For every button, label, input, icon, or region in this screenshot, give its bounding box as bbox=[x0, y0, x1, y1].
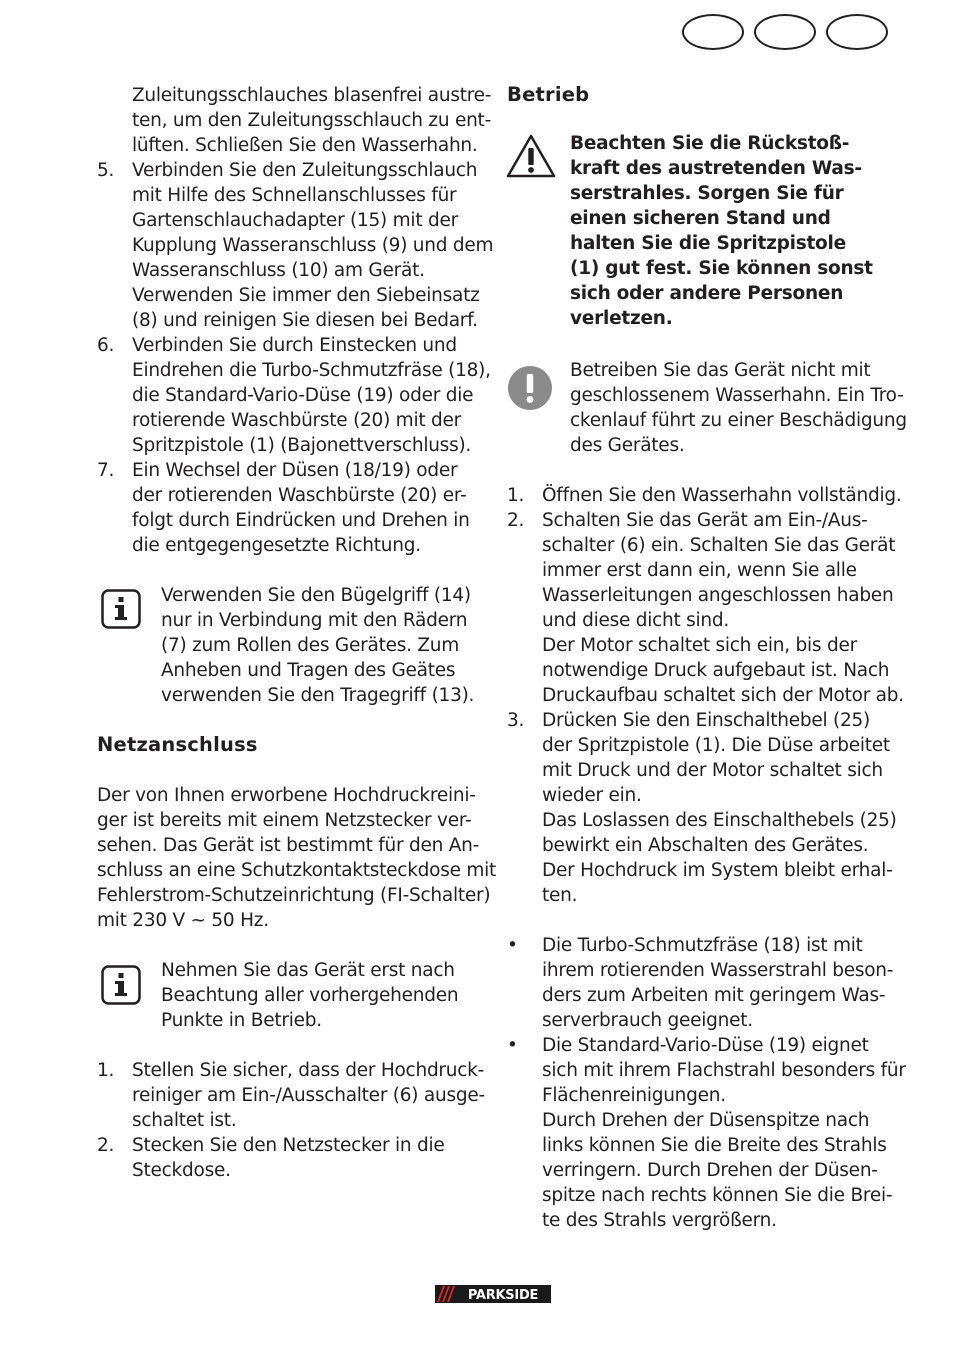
text-line: ten, um den Zuleitungsschlauch zu ent- bbox=[132, 110, 491, 131]
text-line: Durch Drehen der Düsenspitze nach bbox=[542, 1110, 870, 1131]
info-note-start bbox=[161, 958, 481, 1033]
text-line: Der von Ihnen erworbene Hochdruckreini- bbox=[97, 785, 476, 806]
list-item bbox=[507, 483, 902, 508]
text-line: reiniger am Ein-/Ausschalter (6) ausge- bbox=[132, 1085, 485, 1106]
text-line: schalter (6) ein. Schalten Sie das Gerät bbox=[542, 535, 896, 556]
text-line: nur in Verbindung mit den Rädern bbox=[161, 610, 468, 631]
list-item bbox=[507, 508, 902, 708]
info-note-handle bbox=[161, 583, 481, 708]
text-line: Beachtung aller vorhergehenden bbox=[161, 985, 459, 1006]
text-line: sich mit ihrem Flachstrahl besonders für bbox=[542, 1060, 906, 1081]
text-line: ckenlauf führt zu einer Beschädigung bbox=[570, 410, 907, 431]
text-line: Das Loslassen des Einschalthebels (25) bbox=[542, 810, 897, 831]
list-number: 1. bbox=[507, 485, 525, 506]
step-list-power bbox=[97, 1058, 487, 1183]
text-line: Fehlerstrom-Schutzeinrichtung (FI-Schalter) bbox=[97, 885, 491, 906]
nozzle-bullet-list bbox=[507, 933, 906, 1233]
text-line: ihrem rotierenden Wasserstrahl beson- bbox=[542, 960, 894, 981]
text-line: Betreiben Sie das Gerät nicht mit bbox=[570, 360, 871, 381]
text-line: mit Druck und der Motor schaltet sich bbox=[542, 760, 883, 781]
text-line: immer erst dann ein, wenn Sie alle bbox=[542, 560, 857, 581]
text-line: Drücken Sie den Einschalthebel (25) bbox=[542, 710, 870, 731]
text-line: Druckaufbau schaltet sich der Motor ab. bbox=[542, 685, 904, 706]
list-number: 6. bbox=[97, 335, 115, 356]
text-line: lüften. Schließen Sie den Wasserhahn. bbox=[132, 135, 478, 156]
text-line: schaltet ist. bbox=[132, 1110, 237, 1131]
info-icon bbox=[101, 965, 141, 1005]
list-item bbox=[507, 708, 902, 908]
text-line: verringern. Durch Drehen der Düsen- bbox=[542, 1160, 878, 1181]
text-line: Verwenden Sie immer den Siebeinsatz bbox=[132, 285, 480, 306]
list-number: 3. bbox=[507, 710, 525, 731]
text-line: ger ist bereits mit einem Netzstecker ver- bbox=[97, 810, 472, 831]
text-line: (1) gut fest. Sie können sonst bbox=[570, 258, 873, 279]
language-oval-3 bbox=[826, 14, 888, 50]
section-heading-netzanschluss: Netzanschluss bbox=[97, 733, 258, 756]
text-line: kraft des austretenden Was- bbox=[570, 158, 862, 179]
text-line: die entgegengesetzte Richtung. bbox=[132, 535, 421, 556]
attention-circle-icon bbox=[507, 365, 553, 411]
text-line: Eindrehen die Turbo-Schmutzfräse (18), bbox=[132, 360, 491, 381]
text-line: Verbinden Sie durch Einstecken und bbox=[132, 335, 457, 356]
text-line: verwenden Sie den Tragegriff (13). bbox=[161, 685, 475, 706]
bullet-mark: • bbox=[507, 1035, 518, 1056]
attention-note bbox=[570, 358, 907, 458]
text-line: Zuleitungsschlauches blasenfrei austre- bbox=[132, 85, 492, 106]
logo-text: PARKSIDE bbox=[467, 1288, 539, 1303]
text-line: verletzen. bbox=[570, 308, 673, 329]
list-number: 1. bbox=[97, 1060, 115, 1081]
parkside-logo bbox=[435, 1285, 551, 1303]
text-line: Wasseranschluss (10) am Gerät. bbox=[132, 260, 425, 281]
text-line: Nehmen Sie das Gerät erst nach bbox=[161, 960, 455, 981]
text-line: spitze nach rechts können Sie die Brei- bbox=[542, 1185, 893, 1206]
text-line: und diese dicht sind. bbox=[542, 610, 730, 631]
list-number: 5. bbox=[97, 160, 115, 181]
text-line: Gartenschlauchadapter (15) mit der bbox=[132, 210, 458, 231]
text-line: mit 230 V ~ 50 Hz. bbox=[97, 910, 269, 931]
text-line: ders zum Arbeiten mit geringem Was- bbox=[542, 985, 886, 1006]
text-line: Der Motor schaltet sich ein, bis der bbox=[542, 635, 857, 656]
text-line: sehen. Das Gerät ist bestimmt für den An- bbox=[97, 835, 480, 856]
bullet-mark: • bbox=[507, 935, 518, 956]
language-oval-1 bbox=[682, 14, 744, 50]
text-line: Schalten Sie das Gerät am Ein-/Aus- bbox=[542, 510, 868, 531]
text-line: te des Strahls vergrößern. bbox=[542, 1210, 777, 1231]
text-line: Steckdose. bbox=[132, 1160, 231, 1181]
list-number: 2. bbox=[507, 510, 525, 531]
text-line: serstrahles. Sorgen Sie für bbox=[570, 183, 844, 204]
text-line: einen sicheren Stand und bbox=[570, 208, 831, 229]
text-line: der rotierenden Waschbürste (20) er- bbox=[132, 485, 467, 506]
list-number: 7. bbox=[97, 460, 115, 481]
language-oval-2 bbox=[754, 14, 816, 50]
text-line: mit Hilfe des Schnellanschlusses für bbox=[132, 185, 457, 206]
text-line: (8) und reinigen Sie diesen bei Bedarf. bbox=[132, 310, 478, 331]
list-item bbox=[97, 1133, 487, 1183]
list-item bbox=[507, 1033, 906, 1233]
text-line: ten. bbox=[542, 885, 578, 906]
text-line: Beachten Sie die Rückstoß- bbox=[570, 133, 850, 154]
text-line: wieder ein. bbox=[542, 785, 642, 806]
text-line: (7) zum Rollen des Gerätes. Zum bbox=[161, 635, 460, 656]
text-line: links können Sie die Breite des Strahls bbox=[542, 1135, 887, 1156]
list-item bbox=[97, 158, 494, 333]
list-number: 2. bbox=[97, 1135, 115, 1156]
text-line: Die Standard-Vario-Düse (19) eignet bbox=[542, 1035, 869, 1056]
text-line: Stecken Sie den Netzstecker in die bbox=[132, 1135, 445, 1156]
warning-text bbox=[570, 131, 900, 331]
text-line: serverbrauch geeignet. bbox=[542, 1010, 753, 1031]
text-line: sich oder andere Personen bbox=[570, 283, 844, 304]
power-paragraph bbox=[97, 783, 497, 933]
text-line: Stellen Sie sicher, dass der Hochdruck- bbox=[132, 1060, 485, 1081]
language-ovals bbox=[680, 14, 892, 52]
text-line: Öffnen Sie den Wasserhahn vollständig. bbox=[542, 485, 902, 506]
text-line: folgt durch Eindrücken und Drehen in bbox=[132, 510, 470, 531]
text-line: des Gerätes. bbox=[570, 435, 685, 456]
text-line: Flächenreinigungen. bbox=[542, 1085, 726, 1106]
text-line: schluss an eine Schutzkontaktsteckdose mit bbox=[97, 860, 497, 881]
text-line: Kupplung Wasseranschluss (9) und dem bbox=[132, 235, 494, 256]
text-line: Der Hochdruck im System bleibt erhal- bbox=[542, 860, 893, 881]
text-line: Spritzpistole (1) (Bajonettverschluss). bbox=[132, 435, 472, 456]
text-line: die Standard-Vario-Düse (19) oder die bbox=[132, 385, 474, 406]
text-line: Anheben und Tragen des Geätes bbox=[161, 660, 456, 681]
text-line: Die Turbo-Schmutzfräse (18) ist mit bbox=[542, 935, 863, 956]
list-item bbox=[97, 458, 487, 558]
step-list-operation bbox=[507, 483, 902, 908]
text-line: Verbinden Sie den Zuleitungsschlauch bbox=[132, 160, 478, 181]
text-line: Verwenden Sie den Bügelgriff (14) bbox=[161, 585, 471, 606]
list-item bbox=[507, 933, 902, 1033]
text-line: der Spritzpistole (1). Die Düse arbeitet bbox=[542, 735, 890, 756]
info-icon bbox=[101, 589, 141, 629]
text-line: Punkte in Betrieb. bbox=[161, 1010, 322, 1031]
text-line: geschlossenem Wasserhahn. Ein Tro- bbox=[570, 385, 904, 406]
text-line: bewirkt ein Abschalten des Gerätes. bbox=[542, 835, 869, 856]
list-item bbox=[97, 1058, 487, 1133]
text-line: Wasserleitungen angeschlossen haben bbox=[542, 585, 894, 606]
text-line: halten Sie die Spritzpistole bbox=[570, 233, 846, 254]
warning-triangle-icon bbox=[505, 133, 557, 179]
text-line: Ein Wechsel der Düsen (18/19) oder bbox=[132, 460, 458, 481]
list-item bbox=[97, 333, 491, 458]
text-line: rotierende Waschbürste (20) mit der bbox=[132, 410, 461, 431]
step-list-setup bbox=[97, 158, 494, 558]
continuation-text bbox=[132, 83, 492, 158]
text-line: notwendige Druck aufgebaut ist. Nach bbox=[542, 660, 890, 681]
section-heading-betrieb: Betrieb bbox=[507, 83, 590, 106]
